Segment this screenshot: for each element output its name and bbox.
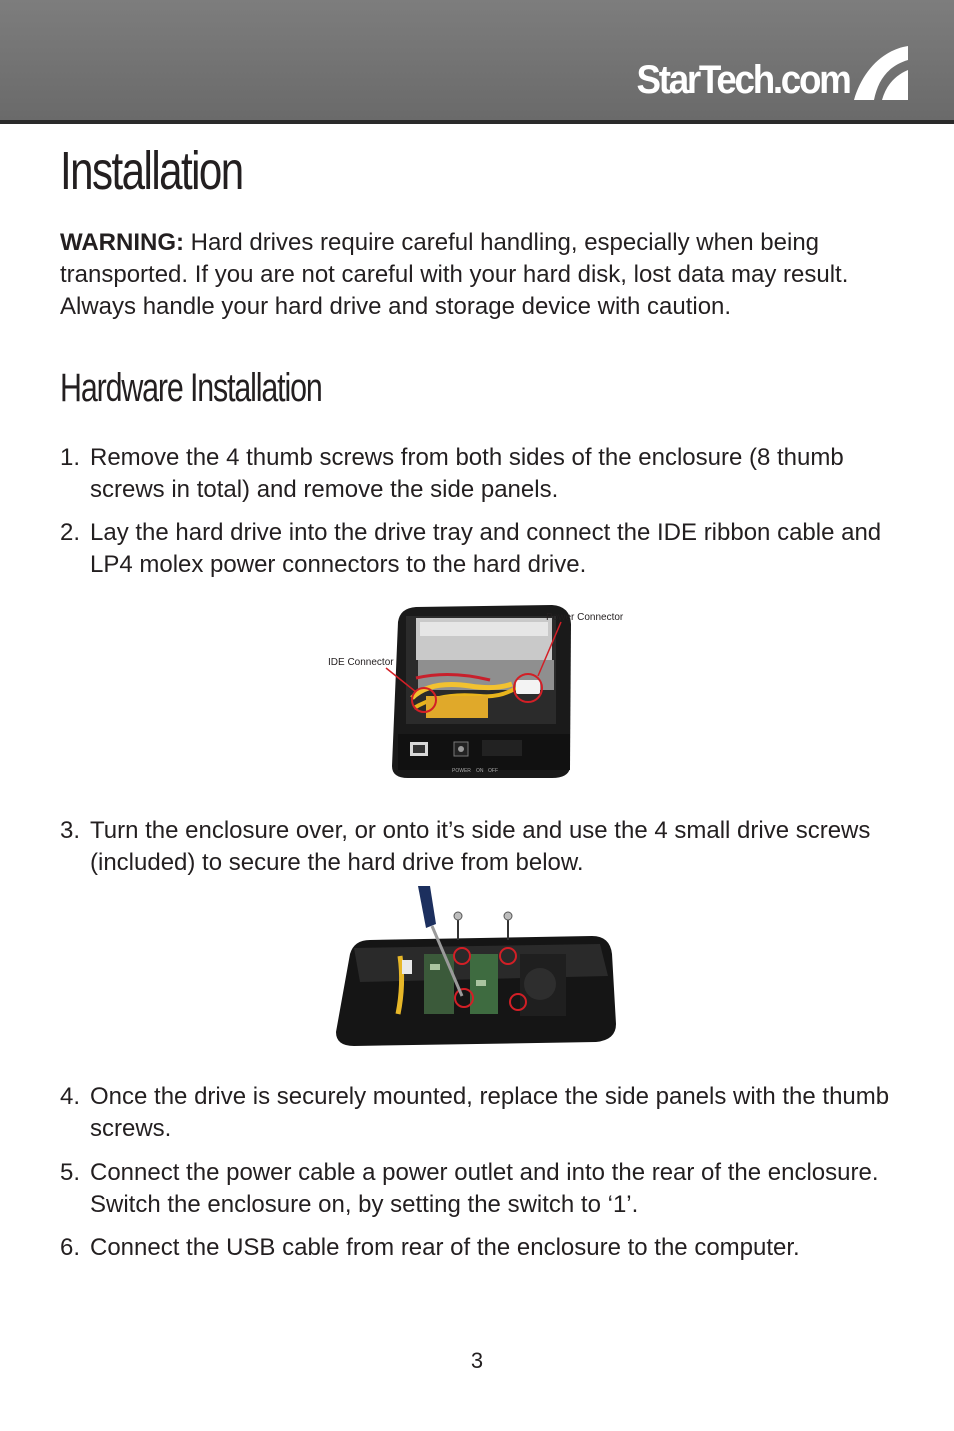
circuit-board: [424, 954, 454, 1014]
ide-connector-label: IDE Connector: [328, 657, 394, 668]
panel-label-off: OFF: [488, 768, 498, 774]
list-item: [60, 815, 900, 879]
panel-label-power: POWER: [452, 768, 471, 774]
step-text: Connect the USB cable from rear of the enclosure to the computer.: [90, 1234, 800, 1261]
logo-text: StarTech.com: [636, 58, 850, 102]
step-number: 3.: [60, 817, 81, 844]
startech-logo: [618, 42, 910, 102]
page-number: 3: [470, 1348, 484, 1373]
section-title: Hardware Installation: [60, 366, 322, 410]
step-number: 1.: [60, 444, 81, 471]
step-number: 4.: [60, 1083, 81, 1110]
panel-label-on: ON: [476, 768, 484, 774]
list-item: [60, 1081, 900, 1145]
warning-text: Hard drives require careful handling, especially when being transported. If you are not careful with your hard disk, lost data may result. Always handle your hard drive and storage device with caution.: [60, 229, 849, 320]
drive-screws-figure: [330, 884, 620, 1056]
step-text: Remove the 4 thumb screws from both sides of the enclosure (8 thumb screws in total) and remove the side panels.: [90, 444, 844, 503]
power-switch: [482, 740, 522, 756]
enclosure-connectors-figure: [320, 600, 630, 784]
list-item: [60, 442, 900, 506]
step-text: Lay the hard drive into the drive tray and connect the IDE ribbon cable and LP4 molex power connectors to the hard drive.: [90, 519, 882, 578]
list-item: [60, 517, 900, 581]
step-text: Once the drive is securely mounted, replace the side panels with the thumb screws.: [90, 1083, 890, 1142]
list-item: [60, 1157, 900, 1221]
screwdriver-icon: [418, 886, 436, 928]
warning-label: WARNING:: [60, 229, 184, 256]
molex-connector: [516, 680, 540, 694]
step-number: 5.: [60, 1159, 81, 1186]
step-text: Connect the power cable a power outlet and into the rear of the enclosure. Switch the enclosure on, by setting the switch to ‘1’.: [90, 1159, 879, 1218]
warning-paragraph: [60, 227, 880, 323]
logo-swoosh-icon: [852, 44, 910, 102]
list-item: [60, 1232, 900, 1264]
step-number: 2.: [60, 519, 81, 546]
page-title: Installation: [60, 141, 243, 201]
step-number: 6.: [60, 1234, 81, 1261]
page-header: [0, 0, 954, 124]
power-connector-label: Power Connector: [546, 612, 624, 623]
step-text: Turn the enclosure over, or onto it’s side and use the 4 small drive screws (included) to secure the hard drive from below.: [90, 817, 871, 876]
